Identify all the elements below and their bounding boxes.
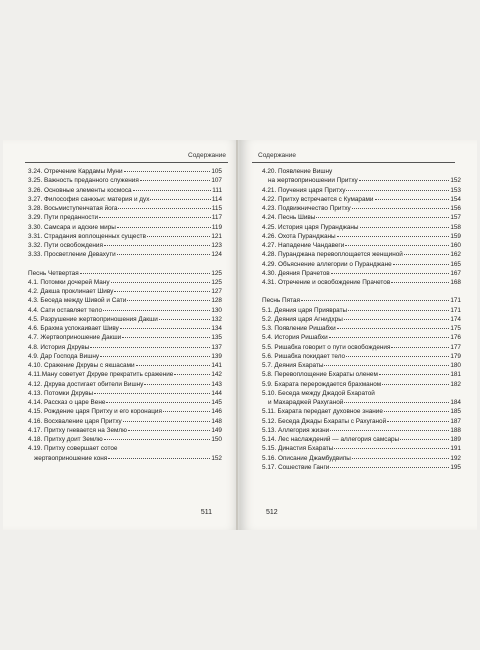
toc-entry	[28, 454, 222, 463]
toc-list	[28, 167, 222, 463]
toc-entry-page: 123	[211, 242, 222, 249]
toc-entry-title: Песнь Пятая	[262, 297, 300, 305]
toc-section	[262, 167, 461, 287]
dot-leader	[316, 217, 449, 218]
dot-leader	[103, 310, 210, 311]
toc-entry-title: 4.19. Притху совершает сотое	[28, 445, 118, 453]
toc-entry-title: 5.10. Беседа между Джадой Бхаратой	[262, 389, 375, 397]
toc-entry-title: 4.30. Деяния Прачетов	[262, 269, 330, 277]
dot-leader	[163, 411, 210, 412]
toc-entry	[28, 333, 222, 342]
dot-leader	[393, 264, 450, 265]
toc-entry-page: 137	[211, 343, 222, 351]
dot-leader	[94, 393, 210, 394]
toc-entry-page: 145	[211, 399, 222, 406]
dot-leader	[360, 227, 450, 228]
toc-entry-title: 5.15. Династия Бхараты	[262, 445, 334, 453]
toc-entry	[262, 352, 461, 361]
toc-entry	[262, 223, 461, 232]
toc-entry-title: 4.7. Жертвоприношение Дакши	[28, 334, 122, 342]
dot-leader	[117, 254, 211, 255]
dot-leader	[128, 430, 210, 431]
toc-entry-page: 159	[450, 232, 461, 240]
dot-leader	[123, 421, 211, 422]
dot-leader	[330, 430, 449, 431]
dot-leader	[122, 337, 210, 338]
dot-leader	[124, 171, 211, 172]
toc-entry-page: 150	[211, 436, 222, 443]
toc-entry-page: 130	[211, 306, 222, 314]
toc-entry-title: 4.29. Объяснение аллегории о Пуранджане	[262, 260, 392, 268]
toc-entry	[262, 241, 461, 250]
toc-entry-title: 5.2. Деяния царя Агнидхры	[262, 315, 343, 323]
dot-leader	[387, 421, 449, 422]
toc-entry-page: 195	[450, 463, 461, 471]
toc-entry-page: 184	[450, 399, 461, 406]
toc-entry	[28, 370, 222, 379]
toc-entry	[262, 407, 461, 416]
toc-entry	[28, 407, 222, 416]
toc-entry	[28, 324, 222, 333]
toc-entry-page: 165	[450, 260, 461, 268]
toc-entry-page: 119	[211, 223, 222, 231]
toc-entry-page: 152	[211, 454, 222, 462]
toc-entry	[262, 426, 461, 435]
toc-entry-title: 5.16. Описание Джамбудвипы	[262, 454, 351, 462]
toc-entry-title: 4.28. Пуранджана перевоплощается женщиной	[262, 251, 403, 259]
book-spread	[3, 140, 477, 530]
toc-entry	[28, 250, 222, 259]
header-rule	[252, 162, 455, 163]
toc-entry-page: 111	[212, 186, 222, 194]
dot-leader	[391, 282, 449, 283]
toc-entry-page: 156	[450, 205, 461, 212]
dot-leader	[359, 180, 450, 181]
toc-entry	[28, 278, 222, 287]
dot-leader	[174, 374, 210, 375]
toc-entry-title: 4.12. Дхрува достигает обители Вишну	[28, 380, 144, 388]
toc-entry	[262, 463, 461, 472]
dot-leader	[147, 236, 210, 237]
dot-leader	[337, 328, 450, 329]
toc-entry	[262, 333, 461, 342]
toc-entry	[28, 186, 222, 195]
toc-entry-title: 5.11. Бхарата передает духовное знание	[262, 408, 383, 416]
toc-entry	[262, 370, 461, 379]
dot-leader	[344, 319, 450, 320]
toc-entry-page: 141	[211, 362, 222, 369]
toc-entry	[28, 417, 222, 426]
toc-entry	[262, 324, 461, 333]
dot-leader	[108, 458, 210, 459]
toc-entry-page: 162	[450, 251, 461, 259]
dot-leader	[133, 190, 211, 191]
toc-entry-page: 143	[211, 380, 222, 388]
toc-entry	[262, 204, 461, 213]
toc-entry	[262, 260, 461, 269]
toc-entry-title: 4.31. Отречение и освобождение Прачетов	[262, 279, 391, 286]
toc-entry-page: 144	[211, 389, 222, 397]
toc-entry	[262, 250, 461, 259]
toc-entry-title: 4.27. Нападение Чандавеги	[262, 242, 345, 249]
toc-entry-page: 191	[450, 445, 461, 453]
dot-leader	[144, 384, 210, 385]
toc-entry-title: 3.31. Страдания воплощенных существ	[28, 232, 146, 240]
toc-entry-title: 5.7. Деяния Бхараты	[262, 362, 324, 369]
toc-entry-title: 4.25. История царя Пуранджаны	[262, 223, 359, 231]
toc-entry-title: 4.13. Потомки Дхрувы	[28, 389, 94, 397]
toc-entry-title: 4.6. Брахма успокаивает Шиву	[28, 325, 119, 332]
toc-entry-page: 182	[450, 380, 461, 388]
toc-entry-page: 117	[211, 214, 222, 222]
toc-entry	[28, 296, 222, 305]
toc-entry-page: 189	[450, 436, 461, 443]
toc-entry-page: 139	[211, 352, 222, 360]
dot-leader	[346, 190, 449, 191]
dot-leader	[104, 245, 210, 246]
toc-entry-title: 5.8. Перевоплощение Бхараты оленем	[262, 371, 378, 379]
dot-leader	[345, 245, 449, 246]
toc-entry	[28, 361, 222, 370]
toc-entry-page: 107	[211, 177, 222, 185]
dot-leader	[106, 402, 210, 403]
dot-leader	[99, 217, 211, 218]
toc-entry-page: 134	[211, 325, 222, 332]
toc-entry-title: Песнь Четвертая	[28, 269, 79, 277]
toc-entry	[28, 232, 222, 241]
toc-entry	[262, 195, 461, 204]
right-page	[240, 140, 477, 530]
dot-leader	[329, 337, 450, 338]
toc-entry-page: 154	[450, 195, 461, 203]
toc-entry-title: 4.21. Поучения царя Притху	[262, 186, 346, 194]
toc-entry-page: 177	[450, 343, 461, 351]
left-page	[3, 140, 240, 530]
dot-leader	[136, 365, 211, 366]
toc-entry	[262, 389, 461, 398]
toc-entry-page: 146	[211, 408, 222, 416]
toc-entry	[28, 241, 222, 250]
dot-leader	[301, 300, 449, 301]
toc-entry	[262, 417, 461, 426]
toc-entry-title: 4.22. Притху встречается с Кумарами	[262, 195, 374, 203]
dot-leader	[400, 439, 449, 440]
dot-leader	[331, 273, 450, 274]
dot-leader	[100, 356, 210, 357]
toc-entry-page: 125	[211, 278, 222, 286]
toc-entry-title: 4.14. Рассказ о царе Вене	[28, 399, 106, 406]
toc-entry-page: 132	[211, 315, 222, 323]
toc-entry-title: 4.3. Беседа между Шивой и Сати	[28, 297, 127, 305]
toc-entry-page: 180	[450, 362, 461, 369]
toc-entry-title: 4.26. Охота Пуранджаны	[262, 232, 336, 240]
toc-entry-title: 5.14. Лес наслаждений — аллегория самсары	[262, 436, 400, 443]
toc-entry-title: 4.23. Подвижничество Притху	[262, 205, 351, 212]
toc-entry-title: 4.8. История Дхрувы	[28, 343, 90, 351]
book-gutter	[236, 140, 238, 530]
toc-entry-title: 5.1. Деяния царя Приявраты	[262, 306, 348, 314]
toc-entry-title: 5.3. Появление Ришабхи	[262, 325, 336, 332]
toc-entry-title: 5.9. Бхарата перерождается брахманом	[262, 380, 382, 388]
toc-entry-title: 3.26. Основные элементы космоса	[28, 186, 132, 194]
toc-entry-title: 3.30. Самсара и адские миры	[28, 223, 116, 231]
toc-entry	[262, 361, 461, 370]
toc-entry-page: 149	[211, 426, 222, 434]
toc-entry	[262, 269, 461, 278]
page-number: 512	[266, 509, 278, 516]
toc-entry-title: 4.2. Дакша проклинает Шиву	[28, 288, 114, 295]
toc-entry	[262, 232, 461, 241]
toc-entry	[262, 167, 461, 176]
toc-entry	[28, 204, 222, 213]
toc-entry-title: 3.29. Пути преданности	[28, 214, 99, 222]
toc-entry-page: 175	[450, 325, 461, 332]
toc-entry	[28, 167, 222, 176]
toc-entry-page: 124	[211, 251, 222, 259]
toc-entry-title: 4.15. Рождение царя Притху и его коронация	[28, 408, 162, 416]
toc-entry-page: 142	[211, 371, 222, 379]
running-head: Содержание	[258, 152, 296, 159]
toc-entry-title: 4.9. Дар Господа Вишну	[28, 352, 100, 360]
dot-leader	[330, 467, 449, 468]
dot-leader	[337, 236, 450, 237]
toc-entry	[262, 435, 461, 444]
toc-entry	[28, 435, 222, 444]
toc-entry-title: 3.24. Отречение Кардамы Муни	[28, 168, 123, 175]
toc-entry-title: 3.27. Философия санкхьи: материя и дух	[28, 195, 150, 203]
toc-entry-page: 160	[450, 242, 461, 249]
toc-entry-page: 157	[450, 214, 461, 222]
toc-entry-page: 158	[450, 223, 461, 231]
toc-entry-title: 3.33. Просветление Девахути	[28, 251, 116, 259]
toc-entry	[28, 426, 222, 435]
toc-entry-title: 5.17. Сошествие Ганги	[262, 463, 330, 471]
toc-entry-page: 171	[450, 297, 461, 305]
dot-leader	[150, 199, 210, 200]
toc-entry-page: 179	[450, 352, 461, 360]
toc-entry-title: 4.16. Восхваление царя Притху	[28, 417, 122, 425]
toc-entry-page: 148	[211, 417, 222, 425]
running-head: Содержание	[188, 152, 226, 159]
dot-leader	[324, 365, 449, 366]
toc-entry-title: 3.28. Восьмиступенчатая йога	[28, 205, 118, 212]
dot-leader	[344, 402, 449, 403]
toc-entry-title: жертвоприношение коня	[34, 454, 108, 462]
toc-entry-title: 4.5. Разрушение жертвоприношения Дакши	[28, 315, 158, 323]
toc-entry	[28, 380, 222, 389]
toc-entry-page: 192	[450, 454, 461, 462]
dot-leader	[346, 356, 449, 357]
dot-leader	[140, 180, 211, 181]
section-gap	[28, 260, 222, 269]
toc-entry	[262, 343, 461, 352]
toc-entry-page: 181	[450, 371, 461, 379]
dot-leader	[104, 439, 211, 440]
toc-entry	[28, 223, 222, 232]
toc-entry	[28, 398, 222, 407]
toc-entry-title: 4.10. Сражение Дхрувы с якшасами	[28, 362, 135, 369]
toc-entry-page: 167	[450, 269, 461, 277]
dot-leader	[80, 273, 211, 274]
toc-entry	[28, 195, 222, 204]
toc-entry-page: 135	[211, 334, 222, 342]
toc-entry	[28, 287, 222, 296]
toc-entry-title: 4.20. Появление Вишну	[262, 168, 333, 175]
toc-section	[28, 167, 222, 260]
dot-leader	[348, 310, 449, 311]
toc-entry	[28, 306, 222, 315]
page-number: 511	[200, 509, 212, 516]
dot-leader	[382, 384, 449, 385]
toc-entry-title: 4.18. Притху доит Землю	[28, 436, 103, 443]
toc-entry	[28, 315, 222, 324]
toc-entry-title: 4.24. Песнь Шивы	[262, 214, 316, 222]
dot-leader	[117, 227, 211, 228]
toc-entry	[28, 444, 222, 453]
dot-leader	[120, 328, 210, 329]
toc-entry	[28, 352, 222, 361]
toc-entry-page: 185	[450, 408, 461, 416]
toc-entry-page: 125	[211, 269, 222, 277]
toc-entry-page: 187	[450, 417, 461, 425]
toc-entry	[262, 315, 461, 324]
toc-entry-title: 4.17. Притху гневается на Землю	[28, 426, 127, 434]
toc-entry	[262, 454, 461, 463]
toc-chapter-heading	[262, 296, 461, 305]
toc-entry-page: 174	[450, 315, 461, 323]
toc-entry-title: и Махараджей Рахуганой	[268, 399, 344, 406]
toc-entry	[262, 398, 461, 407]
toc-entry-page: 105	[211, 168, 222, 175]
toc-entry-page: 127	[211, 288, 222, 295]
toc-entry-page: 114	[211, 195, 222, 203]
toc-entry	[262, 186, 461, 195]
toc-entry-title: 3.32. Пути освобождения	[28, 242, 103, 249]
dot-leader	[391, 347, 449, 348]
dot-leader	[375, 199, 450, 200]
toc-entry-title: 5.13. Аллегория жизни	[262, 426, 330, 434]
toc-entry-page: 152	[450, 177, 461, 185]
dot-leader	[352, 458, 449, 459]
toc-entry-page: 128	[211, 297, 222, 305]
toc-entry-title: 3.25. Важность преданного служения	[28, 177, 139, 185]
toc-entry	[28, 176, 222, 185]
dot-leader	[90, 347, 210, 348]
dot-leader	[114, 291, 210, 292]
dot-leader	[404, 254, 449, 255]
toc-entry	[262, 380, 461, 389]
toc-entry-title: 4.1. Потомки дочерей Ману	[28, 278, 110, 286]
toc-chapter-heading	[28, 269, 222, 278]
toc-entry-title: 5.6. Ришабха покидает тело	[262, 352, 346, 360]
toc-entry	[262, 444, 461, 453]
toc-entry-page: 115	[211, 205, 222, 212]
dot-leader	[379, 374, 449, 375]
toc-entry-title: 4.11.Ману советует Дхруве прекратить сражение	[28, 371, 174, 379]
toc-entry-title: на жертвоприношении Притху	[268, 177, 358, 185]
toc-entry	[28, 343, 222, 352]
dot-leader	[352, 208, 450, 209]
dot-leader	[159, 319, 211, 320]
toc-entry-title: 4.4. Сати оставляет тело	[28, 306, 102, 314]
header-rule	[25, 162, 228, 163]
toc-entry-page: 168	[450, 279, 461, 286]
toc-entry	[262, 278, 461, 287]
section-gap	[262, 287, 461, 296]
dot-leader	[384, 411, 449, 412]
dot-leader	[118, 208, 210, 209]
toc-list	[262, 167, 461, 472]
toc-entry-title: 5.5. Ришабха говорит о пути освобождения	[262, 343, 391, 351]
dot-leader	[334, 448, 449, 449]
toc-section	[28, 269, 222, 463]
toc-entry-title: 5.4. История Ришабхи	[262, 334, 328, 342]
toc-section	[262, 296, 461, 472]
toc-entry-page: 153	[450, 186, 461, 194]
toc-entry-title: 5.12. Беседа Джады Бхараты с Рахуганой	[262, 417, 387, 425]
toc-entry-page: 188	[450, 426, 461, 434]
toc-entry	[262, 306, 461, 315]
dot-leader	[127, 300, 210, 301]
toc-entry	[262, 213, 461, 222]
toc-entry-page: 176	[450, 334, 461, 342]
toc-entry-page: 171	[450, 306, 461, 314]
toc-entry	[262, 176, 461, 185]
toc-entry	[28, 389, 222, 398]
toc-entry-page: 121	[211, 232, 222, 240]
dot-leader	[111, 282, 211, 283]
toc-entry	[28, 213, 222, 222]
